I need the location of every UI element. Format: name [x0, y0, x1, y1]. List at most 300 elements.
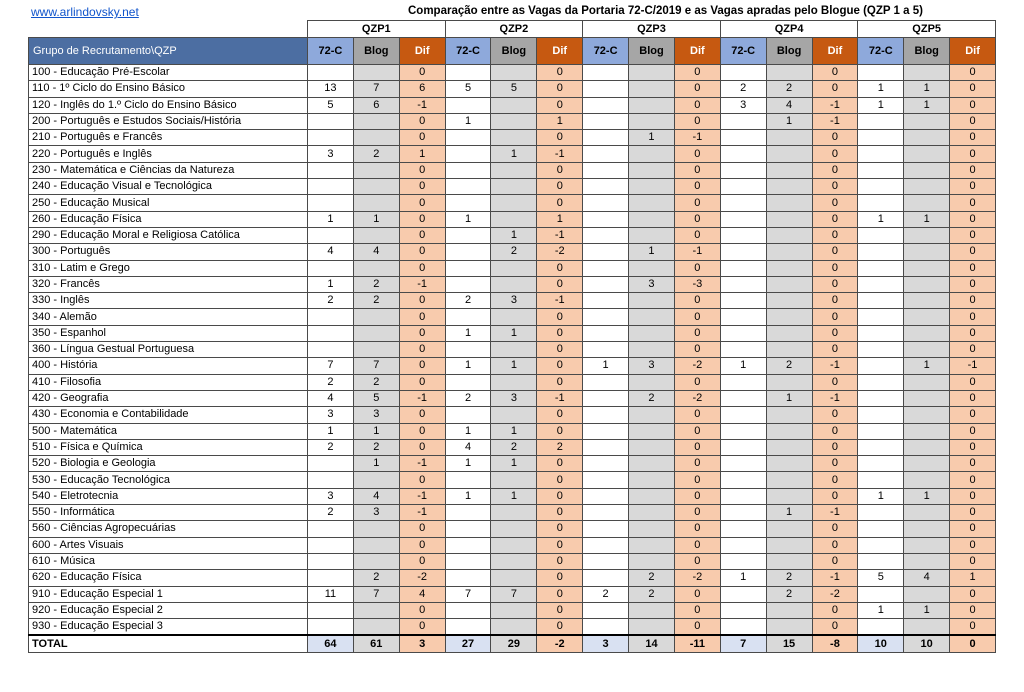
cell-72c: [445, 521, 491, 537]
header-spacer: [29, 21, 308, 38]
cell-dif: 0: [537, 260, 583, 276]
cell-dif: 0: [674, 81, 720, 97]
cell-72c: 2: [720, 81, 766, 97]
col-header-72c: 72-C: [445, 38, 491, 65]
cell-blog: [491, 407, 537, 423]
cell-dif: 0: [950, 521, 996, 537]
cell-72c: [858, 113, 904, 129]
cell-72c: 1: [308, 276, 354, 292]
cell-72c: [720, 260, 766, 276]
cell-dif: 0: [950, 260, 996, 276]
cell-blog: 29: [491, 635, 537, 652]
table-row: [29, 276, 996, 292]
cell-dif: 0: [674, 488, 720, 504]
group-label: 350 - Espanhol: [29, 325, 308, 341]
group-label: 610 - Música: [29, 553, 308, 569]
cell-72c: [720, 179, 766, 195]
cell-72c: [445, 374, 491, 390]
cell-dif: -2: [812, 586, 858, 602]
cell-72c: [308, 130, 354, 146]
cell-72c: [445, 97, 491, 113]
cell-blog: [766, 407, 812, 423]
cell-blog: [629, 488, 675, 504]
cell-blog: 1: [904, 211, 950, 227]
cell-dif: 0: [674, 537, 720, 553]
cell-dif: -2: [537, 635, 583, 652]
table-row: [29, 325, 996, 341]
cell-72c: [583, 553, 629, 569]
cell-blog: [629, 146, 675, 162]
cell-blog: 2: [766, 586, 812, 602]
cell-dif: 0: [812, 342, 858, 358]
cell-blog: 2: [629, 570, 675, 586]
cell-72c: [720, 439, 766, 455]
cell-dif: 0: [537, 570, 583, 586]
cell-72c: [720, 276, 766, 292]
table-row: [29, 374, 996, 390]
table-row: [29, 505, 996, 521]
cell-blog: [629, 537, 675, 553]
cell-blog: [353, 113, 399, 129]
cell-blog: [904, 407, 950, 423]
cell-blog: 1: [491, 488, 537, 504]
cell-72c: [583, 179, 629, 195]
cell-blog: [491, 342, 537, 358]
group-label: 310 - Latim e Grego: [29, 260, 308, 276]
group-label: 600 - Artes Visuais: [29, 537, 308, 553]
cell-72c: [583, 342, 629, 358]
cell-72c: [445, 260, 491, 276]
cell-dif: 0: [950, 309, 996, 325]
cell-blog: [766, 309, 812, 325]
cell-72c: [720, 309, 766, 325]
cell-dif: 0: [399, 293, 445, 309]
col-header-dif: Dif: [399, 38, 445, 65]
cell-72c: 13: [308, 81, 354, 97]
site-link[interactable]: www.arlindovsky.net: [31, 5, 139, 19]
cell-72c: [720, 423, 766, 439]
cell-72c: 4: [445, 439, 491, 455]
cell-blog: 4: [766, 97, 812, 113]
cell-blog: [629, 423, 675, 439]
cell-blog: 1: [904, 81, 950, 97]
group-label: 110 - 1º Ciclo do Ensino Básico: [29, 81, 308, 97]
cell-dif: 0: [950, 439, 996, 455]
cell-72c: [583, 260, 629, 276]
cell-dif: 0: [537, 488, 583, 504]
cell-blog: 7: [353, 358, 399, 374]
cell-dif: 0: [674, 325, 720, 341]
cell-blog: [353, 602, 399, 618]
cell-blog: [904, 537, 950, 553]
cell-blog: [766, 293, 812, 309]
group-label: 120 - Inglês do 1.º Ciclo do Ensino Básico: [29, 97, 308, 113]
table-row: [29, 423, 996, 439]
cell-dif: 0: [537, 162, 583, 178]
cell-dif: 0: [950, 325, 996, 341]
cell-dif: 0: [812, 472, 858, 488]
cell-blog: [904, 260, 950, 276]
cell-blog: 2: [353, 439, 399, 455]
cell-72c: [583, 505, 629, 521]
cell-blog: [491, 521, 537, 537]
col-header-blog: Blog: [491, 38, 537, 65]
cell-dif: 0: [950, 97, 996, 113]
cell-dif: 0: [537, 65, 583, 81]
table-row: [29, 407, 996, 423]
cell-72c: [583, 423, 629, 439]
cell-72c: [583, 65, 629, 81]
table-row: [29, 113, 996, 129]
group-label: 520 - Biologia e Geologia: [29, 456, 308, 472]
cell-blog: [766, 276, 812, 292]
cell-72c: [308, 521, 354, 537]
cell-72c: [583, 619, 629, 636]
cell-72c: [720, 505, 766, 521]
cell-blog: [904, 195, 950, 211]
cell-dif: 0: [399, 407, 445, 423]
cell-blog: 1: [491, 456, 537, 472]
table-row: [29, 570, 996, 586]
sub-header-row: [29, 38, 996, 65]
cell-dif: 0: [674, 342, 720, 358]
cell-dif: 0: [812, 619, 858, 636]
cell-72c: 1: [858, 488, 904, 504]
cell-72c: [583, 293, 629, 309]
group-label: 400 - História: [29, 358, 308, 374]
cell-blog: [629, 113, 675, 129]
cell-72c: [858, 146, 904, 162]
cell-dif: 0: [674, 456, 720, 472]
cell-dif: 0: [950, 81, 996, 97]
cell-blog: [904, 553, 950, 569]
group-label: 540 - Eletrotecnia: [29, 488, 308, 504]
cell-72c: 27: [445, 635, 491, 652]
cell-72c: [583, 244, 629, 260]
cell-dif: 0: [674, 97, 720, 113]
cell-dif: 0: [812, 374, 858, 390]
col-header-72c: 72-C: [720, 38, 766, 65]
cell-blog: 1: [491, 325, 537, 341]
cell-blog: [904, 227, 950, 243]
cell-72c: [445, 244, 491, 260]
cell-dif: 0: [537, 195, 583, 211]
cell-72c: [308, 537, 354, 553]
cell-72c: 2: [308, 293, 354, 309]
table-body: [29, 65, 996, 653]
cell-dif: 0: [950, 162, 996, 178]
cell-72c: [583, 81, 629, 97]
cell-72c: [858, 439, 904, 455]
cell-72c: 1: [445, 456, 491, 472]
cell-72c: [858, 195, 904, 211]
cell-blog: [904, 374, 950, 390]
table-row: [29, 342, 996, 358]
comparison-table: [28, 20, 996, 653]
cell-blog: 1: [491, 227, 537, 243]
col-header-72c: 72-C: [583, 38, 629, 65]
group-label: 200 - Português e Estudos Sociais/História: [29, 113, 308, 129]
cell-dif: 0: [674, 162, 720, 178]
cell-72c: [858, 293, 904, 309]
cell-blog: 10: [904, 635, 950, 652]
cell-blog: [766, 130, 812, 146]
cell-dif: -2: [399, 570, 445, 586]
cell-dif: 0: [950, 65, 996, 81]
table-row: [29, 488, 996, 504]
cell-72c: [308, 553, 354, 569]
cell-blog: [904, 619, 950, 636]
cell-blog: [629, 227, 675, 243]
cell-72c: [445, 570, 491, 586]
cell-72c: 2: [445, 390, 491, 406]
cell-dif: -1: [537, 227, 583, 243]
col-header-dif: Dif: [950, 38, 996, 65]
cell-dif: 1: [950, 570, 996, 586]
cell-blog: [766, 65, 812, 81]
cell-dif: 0: [537, 407, 583, 423]
cell-72c: [858, 358, 904, 374]
cell-dif: 0: [950, 553, 996, 569]
cell-blog: [353, 130, 399, 146]
cell-72c: [858, 162, 904, 178]
cell-72c: [720, 472, 766, 488]
cell-blog: 4: [353, 244, 399, 260]
cell-dif: 2: [537, 439, 583, 455]
table-row: [29, 521, 996, 537]
cell-blog: [629, 65, 675, 81]
cell-72c: [858, 505, 904, 521]
cell-72c: [583, 439, 629, 455]
cell-72c: [583, 570, 629, 586]
cell-blog: [766, 553, 812, 569]
cell-dif: 0: [399, 65, 445, 81]
cell-blog: [353, 195, 399, 211]
cell-dif: 0: [537, 374, 583, 390]
cell-dif: 0: [950, 342, 996, 358]
cell-blog: 1: [353, 211, 399, 227]
cell-dif: 0: [537, 521, 583, 537]
table-row: [29, 537, 996, 553]
cell-dif: 0: [950, 276, 996, 292]
cell-blog: 14: [629, 635, 675, 652]
cell-72c: 1: [445, 113, 491, 129]
cell-dif: 0: [812, 309, 858, 325]
cell-blog: [353, 162, 399, 178]
cell-dif: 0: [950, 537, 996, 553]
cell-blog: [629, 325, 675, 341]
table-row: [29, 553, 996, 569]
cell-blog: [491, 130, 537, 146]
qzp-group-header: QZP4: [720, 21, 858, 38]
cell-72c: [583, 162, 629, 178]
cell-dif: 0: [674, 260, 720, 276]
cell-72c: [583, 276, 629, 292]
cell-72c: [445, 309, 491, 325]
cell-dif: 0: [950, 407, 996, 423]
cell-dif: 0: [812, 130, 858, 146]
cell-blog: 1: [491, 146, 537, 162]
cell-72c: 1: [445, 423, 491, 439]
group-label: 300 - Português: [29, 244, 308, 260]
cell-blog: [904, 325, 950, 341]
cell-dif: 0: [537, 276, 583, 292]
cell-72c: 3: [308, 407, 354, 423]
cell-dif: 4: [399, 586, 445, 602]
cell-blog: [491, 260, 537, 276]
group-label: 260 - Educação Física: [29, 211, 308, 227]
cell-blog: [491, 211, 537, 227]
cell-blog: [353, 342, 399, 358]
cell-dif: 0: [399, 472, 445, 488]
cell-72c: [720, 113, 766, 129]
group-label: 500 - Matemática: [29, 423, 308, 439]
cell-dif: 0: [812, 81, 858, 97]
cell-dif: -8: [812, 635, 858, 652]
cell-dif: 0: [812, 211, 858, 227]
table-row: [29, 211, 996, 227]
cell-blog: 4: [353, 488, 399, 504]
cell-blog: [904, 342, 950, 358]
cell-72c: 1: [720, 570, 766, 586]
cell-dif: 0: [399, 162, 445, 178]
cell-dif: 0: [674, 521, 720, 537]
cell-dif: 0: [950, 602, 996, 618]
cell-dif: 0: [812, 162, 858, 178]
cell-72c: [308, 325, 354, 341]
cell-dif: 0: [537, 537, 583, 553]
cell-dif: 0: [674, 65, 720, 81]
cell-72c: 2: [308, 374, 354, 390]
cell-dif: 0: [537, 342, 583, 358]
cell-72c: [720, 619, 766, 636]
cell-blog: [766, 244, 812, 260]
cell-72c: [858, 521, 904, 537]
cell-dif: 0: [812, 553, 858, 569]
cell-dif: 0: [399, 130, 445, 146]
cell-72c: [583, 472, 629, 488]
cell-72c: [583, 146, 629, 162]
group-label: 340 - Alemão: [29, 309, 308, 325]
cell-72c: [308, 472, 354, 488]
cell-blog: [629, 211, 675, 227]
cell-dif: 0: [399, 325, 445, 341]
cell-72c: [445, 619, 491, 636]
cell-blog: 1: [904, 488, 950, 504]
cell-blog: 1: [904, 97, 950, 113]
cell-blog: [353, 179, 399, 195]
cell-72c: [720, 244, 766, 260]
table-row: [29, 244, 996, 260]
cell-blog: [904, 162, 950, 178]
cell-dif: 1: [537, 113, 583, 129]
cell-dif: 0: [674, 602, 720, 618]
cell-dif: -1: [399, 276, 445, 292]
cell-72c: [720, 342, 766, 358]
cell-blog: 1: [766, 390, 812, 406]
cell-blog: [904, 505, 950, 521]
cell-dif: 0: [537, 97, 583, 113]
cell-72c: [858, 390, 904, 406]
cell-72c: [445, 342, 491, 358]
cell-blog: [491, 537, 537, 553]
qzp-group-header: QZP5: [858, 21, 996, 38]
cell-72c: [445, 146, 491, 162]
cell-dif: 0: [950, 505, 996, 521]
cell-dif: 6: [399, 81, 445, 97]
cell-dif: -2: [674, 358, 720, 374]
table-row: [29, 586, 996, 602]
cell-dif: -1: [399, 390, 445, 406]
cell-72c: 1: [445, 358, 491, 374]
cell-dif: 0: [812, 276, 858, 292]
table-row: [29, 97, 996, 113]
cell-72c: 1: [858, 97, 904, 113]
cell-dif: 0: [399, 358, 445, 374]
cell-dif: 0: [812, 537, 858, 553]
cell-72c: [308, 162, 354, 178]
cell-72c: 1: [445, 211, 491, 227]
cell-dif: 0: [537, 472, 583, 488]
cell-dif: 0: [812, 602, 858, 618]
cell-dif: -2: [674, 570, 720, 586]
total-row: [29, 635, 996, 652]
cell-blog: [904, 586, 950, 602]
cell-blog: [629, 505, 675, 521]
cell-blog: [353, 537, 399, 553]
cell-dif: 0: [674, 211, 720, 227]
cell-72c: 5: [445, 81, 491, 97]
cell-blog: 7: [353, 81, 399, 97]
cell-72c: [720, 195, 766, 211]
cell-blog: [629, 602, 675, 618]
cell-72c: [858, 553, 904, 569]
table-row: [29, 439, 996, 455]
cell-dif: 0: [812, 65, 858, 81]
cell-dif: -1: [537, 146, 583, 162]
qzp-group-header: QZP3: [583, 21, 721, 38]
cell-72c: [858, 309, 904, 325]
cell-blog: 2: [766, 570, 812, 586]
col-header-72c: 72-C: [308, 38, 354, 65]
cell-dif: 0: [674, 439, 720, 455]
cell-dif: 0: [950, 390, 996, 406]
group-label: 410 - Filosofia: [29, 374, 308, 390]
cell-72c: [308, 342, 354, 358]
cell-dif: 3: [399, 635, 445, 652]
cell-dif: 0: [674, 472, 720, 488]
cell-blog: 2: [766, 81, 812, 97]
cell-dif: -1: [399, 505, 445, 521]
table-row: [29, 179, 996, 195]
cell-blog: 7: [491, 586, 537, 602]
table-row: [29, 602, 996, 618]
cell-blog: 6: [353, 97, 399, 113]
cell-dif: -1: [950, 358, 996, 374]
cell-blog: 1: [904, 602, 950, 618]
cell-blog: 1: [629, 130, 675, 146]
cell-blog: [491, 619, 537, 636]
cell-dif: 0: [950, 146, 996, 162]
cell-blog: [904, 244, 950, 260]
group-label: 910 - Educação Especial 1: [29, 586, 308, 602]
cell-72c: [583, 521, 629, 537]
cell-blog: [766, 211, 812, 227]
table-row: [29, 81, 996, 97]
group-label: 510 - Física e Química: [29, 439, 308, 455]
cell-72c: 10: [858, 635, 904, 652]
cell-dif: 0: [950, 195, 996, 211]
